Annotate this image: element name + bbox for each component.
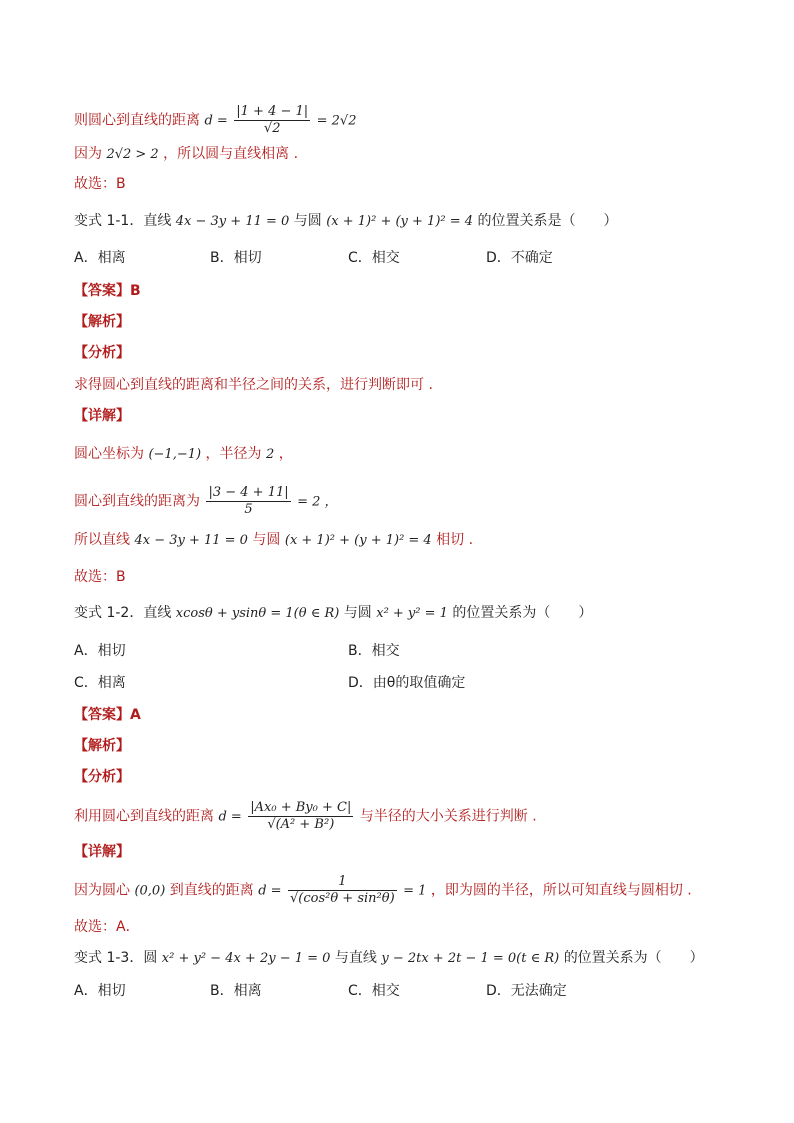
fraction: [288, 874, 397, 907]
answer-label: 【答案】B: [74, 283, 141, 299]
text: ，半径为: [205, 446, 262, 462]
math-circle: x² + y² − 4x + 2y − 1 = 0: [161, 951, 331, 966]
text: 圆心到直线的距离为: [74, 493, 200, 510]
option-d: D．由θ的取值确定: [348, 675, 466, 691]
text: 与圆: [252, 532, 281, 548]
text: 与圆: [293, 213, 322, 229]
option-b: B．相交: [348, 643, 400, 659]
text: ，所以圆与直线相离 .: [163, 146, 299, 162]
question-label: 变式 1-1．直线: [74, 213, 172, 229]
text: 因为圆心: [74, 882, 130, 899]
math-result: = 2√2: [316, 113, 357, 129]
detail-label: 【详解】: [74, 844, 130, 860]
distance-line: [74, 104, 356, 137]
math-d: d =: [258, 883, 282, 899]
math-point: (−1,−1): [148, 447, 202, 462]
fraction-denominator: 5: [244, 502, 253, 517]
fraction-denominator: √(A² + B²): [267, 817, 335, 832]
fraction-numerator: |3 − 4 + 11|: [208, 485, 289, 500]
text: 因为: [74, 146, 102, 162]
text: 相切 .: [436, 532, 474, 548]
math-circle: x² + y² = 1: [376, 606, 448, 621]
math-line: y − 2tx + 2t − 1 = 0(t ∈ R): [381, 951, 560, 966]
text: 的位置关系为（ ）: [563, 950, 704, 966]
math-circle: (x + 1)² + (y + 1)² = 4: [326, 214, 474, 229]
text: 的位置关系为（ ）: [452, 605, 593, 621]
choice-line: 故选：B: [74, 176, 126, 192]
question-1-2: [74, 603, 592, 624]
fraction-numerator: 1: [288, 874, 397, 891]
text: 圆心坐标为: [74, 446, 144, 462]
text: 则圆心到直线的距离: [74, 112, 200, 129]
option-a: A．相离: [74, 250, 126, 266]
text: 利用圆心到直线的距离: [74, 808, 214, 825]
text: ，即为圆的半径，所以可知直线与圆相切 .: [430, 882, 692, 899]
detail-distance: [74, 874, 692, 907]
option-a: A．相切: [74, 983, 126, 999]
detail-center: [74, 444, 293, 465]
detail-distance: [74, 485, 338, 518]
option-c: C．相离: [74, 675, 126, 691]
fraction-denominator: √(cos²θ + sin²θ): [290, 891, 395, 906]
text: 所以直线: [74, 532, 130, 548]
analysis-label: 【解析】: [74, 314, 130, 330]
option-b: B．相切: [210, 250, 262, 266]
fenxi-text: 求得圆心到直线的距离和半径之间的关系，进行判断即可 .: [74, 377, 433, 393]
detail-label: 【详解】: [74, 408, 130, 424]
fraction: [248, 800, 353, 833]
option-c: C．相交: [348, 250, 400, 266]
math-result: = 2 ，: [297, 494, 338, 510]
fraction-numerator: |Ax₀ + By₀ + C|: [250, 800, 352, 815]
fraction: [206, 485, 290, 518]
question-label: 变式 1-3．圆: [74, 950, 158, 966]
option-c: C．相交: [348, 983, 400, 999]
detail-conclusion: [74, 530, 473, 551]
math-radius: 2: [265, 447, 275, 462]
text: 与半径的大小关系进行判断 .: [359, 808, 537, 825]
text: 与直线: [334, 950, 377, 966]
analysis-label: 【解析】: [74, 738, 130, 754]
text: 的位置关系是（ ）: [477, 213, 618, 229]
fraction-numerator: |1 + 4 − 1|: [236, 104, 309, 119]
option-d: D．无法确定: [486, 983, 567, 999]
choice-line: 故选：A．: [74, 919, 140, 935]
option-d: D．不确定: [486, 250, 553, 266]
option-a: A．相切: [74, 643, 126, 659]
question-1-3: [74, 948, 704, 969]
math-inequality: 2√2 > 2: [106, 147, 159, 162]
math-line: 4x − 3y + 11 = 0: [175, 214, 290, 229]
math-result: = 1: [403, 883, 427, 899]
math-circle: (x + 1)² + (y + 1)² = 4: [284, 533, 432, 548]
math-d: d =: [218, 809, 242, 825]
question-label: 变式 1-2．直线: [74, 605, 172, 621]
conclusion-line: [74, 144, 298, 165]
question-1-1: [74, 211, 617, 232]
text: 到直线的距离: [169, 882, 254, 899]
math-line: xcosθ + ysinθ = 1(θ ∈ R): [175, 606, 340, 621]
fenxi-label: 【分析】: [74, 769, 130, 785]
text: 与圆: [343, 605, 372, 621]
choice-line: 故选：B: [74, 569, 126, 585]
fenxi-label: 【分析】: [74, 345, 130, 361]
math-d: d =: [204, 113, 228, 129]
option-b: B．相离: [210, 983, 262, 999]
text: ，: [278, 446, 293, 462]
fenxi-text: [74, 800, 537, 833]
math-point: (0,0): [134, 883, 166, 899]
answer-label: 【答案】A: [74, 707, 141, 723]
fraction: [234, 104, 310, 137]
math-line: 4x − 3y + 11 = 0: [134, 533, 248, 548]
fraction-denominator: √2: [263, 121, 281, 136]
